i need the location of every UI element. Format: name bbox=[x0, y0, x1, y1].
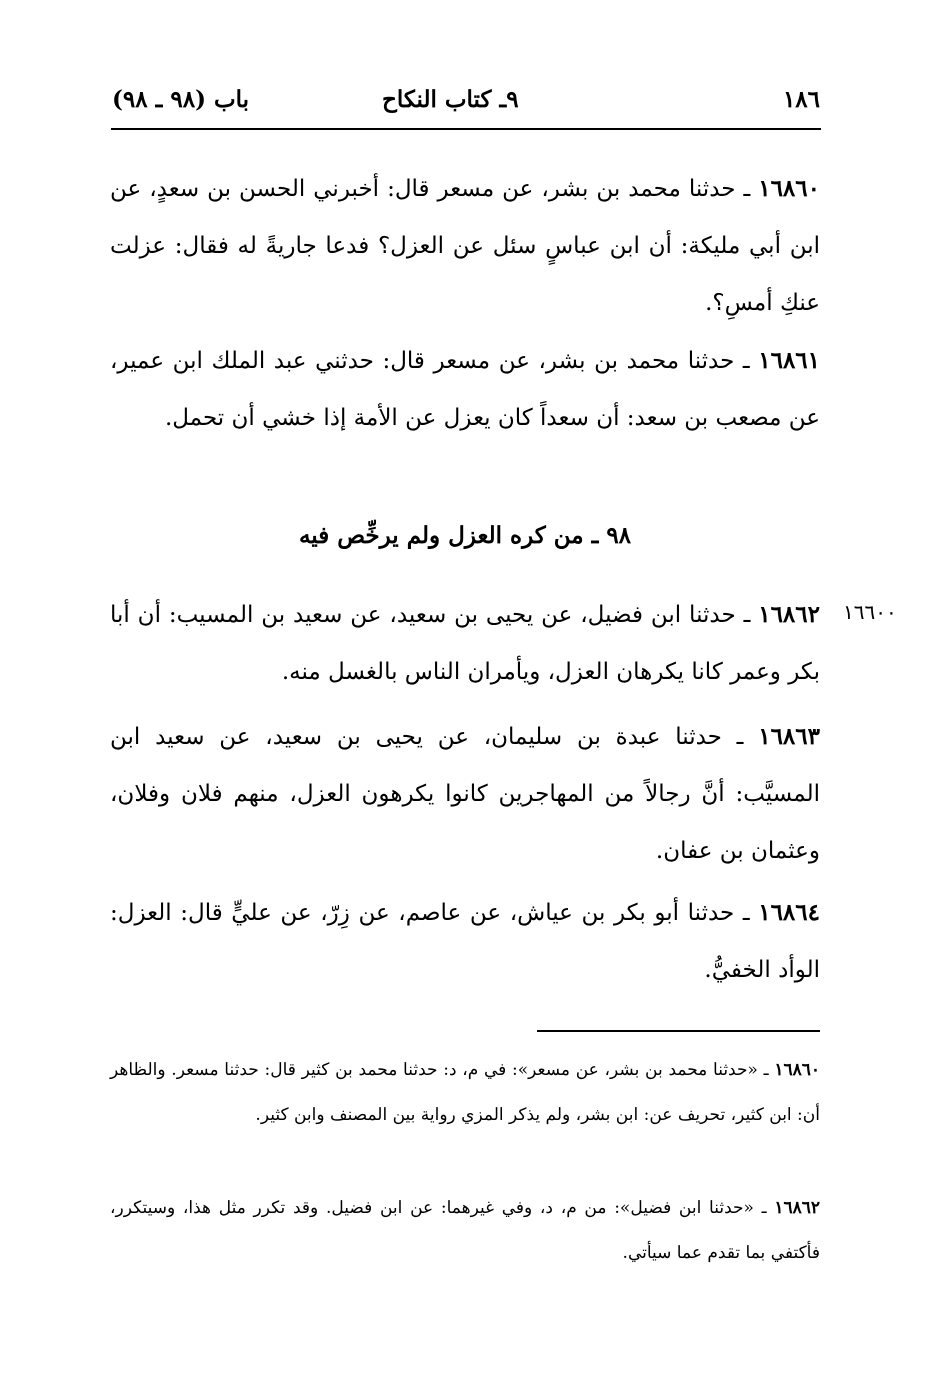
footnote-16860 bbox=[110, 1048, 820, 1138]
margin-number: ١٦٦٠٠ bbox=[843, 600, 897, 624]
hadith-number: ١٦٨٦٠ bbox=[758, 175, 820, 202]
footnote-16862 bbox=[110, 1186, 820, 1276]
hadith-number: ١٦٨٦٢ bbox=[758, 601, 820, 628]
footnote-text: ـ «حدثنا ابن فضيل»: من م، د، وفي غيرهما: عن ابن فضيل. وقد تكرر مثل هذا، وسيتكرر، فأكتفي بما تقدم عما سيأتي. bbox=[110, 1198, 820, 1263]
hadith-text: ـ حدثنا ابن فضيل، عن يحيى بن سعيد، عن سعيد بن المسيب: أن أبا بكر وعمر كانا يكرهان العزل، ويأمران الناس بالغسل منه. bbox=[110, 602, 820, 685]
hadith-number: ١٦٨٦٤ bbox=[758, 899, 820, 926]
hadith-text: ـ حدثنا محمد بن بشر، عن مسعر قال: حدثني عبد الملك ابن عمير، عن مصعب بن سعد: أن سعداً كان يعزل عن الأمة إذا خشي أن تحمل. bbox=[110, 348, 820, 431]
hadith-text: ـ حدثنا محمد بن بشر، عن مسعر قال: أخبرني الحسن بن سعدٍ، عن ابن أبي مليكة: أن ابن عباسٍ سئل عن العزل؟ فدعا جاريةً له فقال: عزلت عنكِ أمسِ؟. bbox=[110, 176, 820, 316]
footnote-number: ١٦٨٦٠ bbox=[774, 1060, 820, 1080]
page-number: ١٨٦ bbox=[782, 86, 820, 113]
hadith-16863 bbox=[110, 708, 820, 880]
hadith-text: ـ حدثنا أبو بكر بن عياش، عن عاصم، عن زِرّ، عن عليٍّ قال: العزل: الوأد الخفيُّ. bbox=[110, 900, 820, 983]
hadith-16860 bbox=[110, 160, 820, 332]
footnote-rule bbox=[537, 1030, 820, 1032]
hadith-16864 bbox=[110, 884, 820, 999]
hadith-16862 bbox=[110, 586, 820, 701]
hadith-number: ١٦٨٦٣ bbox=[758, 723, 820, 750]
chapter-range: باب (٩٨ ـ ٩٨) bbox=[112, 86, 250, 113]
hadith-16861 bbox=[110, 332, 820, 447]
footnote-number: ١٦٨٦٢ bbox=[774, 1198, 821, 1218]
hadith-text: ـ حدثنا عبدة بن سليمان، عن يحيى بن سعيد، عن سعيد ابن المسيَّب: أنَّ رجالاً من المهاجرين كانوا يكرهون العزل، منهم فلان وفلان، وعثمان بن عفان. bbox=[110, 724, 820, 864]
page-header bbox=[112, 86, 820, 126]
book-title: ٩ـ كتاب النكاح bbox=[382, 86, 519, 113]
section-heading: ٩٨ ـ من كره العزل ولم يرخِّص فيه bbox=[298, 522, 632, 549]
header-rule bbox=[111, 128, 821, 130]
hadith-number: ١٦٨٦١ bbox=[758, 347, 821, 374]
footnote-text: ـ «حدثنا محمد بن بشر، عن مسعر»: في م، د: حدثنا محمد بن كثير قال: حدثنا مسعر. والظاهر أن: ابن كثير، تحريف عن: ابن بشر، ولم يذكر المزي رواية بين المصنف وابن كثير. bbox=[110, 1060, 820, 1125]
